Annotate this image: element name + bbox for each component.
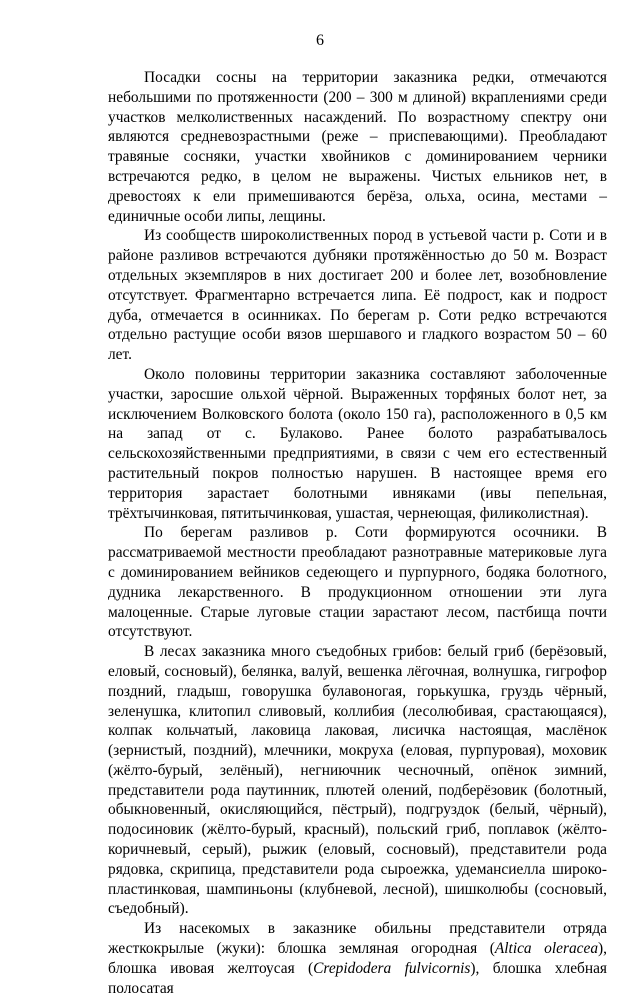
paragraph-insects (108, 919, 607, 998)
latin-name-crepidodera: Crepidodera fulvicornis (313, 959, 471, 977)
paragraph-pine-plantings: Посадки сосны на территории заказника редки, отмечаются небольшими по протяженности (200 – 300 м длиной) вкраплениями среди участков мелколиственных насаждений. По возрастному спектру они являются средневозрастными (реже – приспевающими). Преобладают травяные сосняки, участки хвойников с доминированием черники встречаются редко, в целом не выражены. Чистых ельников нет, в древостоях к ели примешиваются берёза, ольха, осина, местами – единичные особи липы, лещины. (108, 69, 607, 225)
page-number: 6 (316, 32, 324, 49)
paragraph-meadows: По берегам разливов р. Соти формируются осочники. В рассматриваемой местности преобладают разнотравные материковые луга с доминированием вейников седеющего и пурпурного, бодяка болотного, дудника лекарственного. В продукционном отношении эти луга малоценные. Старые луговые стации зарастают лесом, пастбища почти отсутствуют. (108, 524, 607, 641)
paragraph-mushrooms: В лесах заказника много съедобных грибов: белый гриб (берёзовый, еловый, сосновый), белянка, валуй, вешенка лёгочная, волнушка, гигрофор поздний, гладыш, говорушка булавоногая, горькушка, груздь чёрный, зеленушка, клитопил сливовый, коллибия (лесолюбивая, срастающаяся), колпак кольчатый, лаковица лаковая, лисичка настоящая, маслёнок (зернистый, поздний), млечники, мокруха (еловая, пурпуровая), моховик (жёлто-бурый, зелёный), негниючник чесночный, опёнок зимний, представители рода паутинник, плютей олений, подберёзовик (болотный, обыкновенный, окисляющийся, пёстрый), подгруздок (белый, чёрный), подосиновик (жёлто-бурый, красный), польский гриб, поплавок (жёлто-коричневый, серый), рыжик (еловый, сосновый), представители рода рядовка, скрипица, представители рода сыроежка, удемансиелла широко-пластинковая, шампиньоны (клубневой, лесной), шишколюбы (сосновый, съедобный). (108, 643, 607, 918)
insects-text-part-2: ), блошка ивовая желтоусая ( (108, 940, 607, 977)
insects-text-part-3: ), блошка хлебная полосатая (108, 959, 607, 997)
insects-text-part-1: Из насекомых в заказнике обильны представители отряда жесткокрылые (жуки): блошка земляная огородная ( (108, 920, 607, 958)
latin-name-altica: Altica oleracea (494, 940, 599, 958)
paragraph-broadleaf-communities: Из сообществ широколиственных пород в устьевой части р. Соти и в районе разливов встречаются дубняки протяжённостью до 50 м. Возраст отдельных экземпляров в них достигает 200 и более лет, возобновление отсутствует. Фрагментарно встречается липа. Её подрост, как и подрост дуба, отмечается в осинниках. По берегам р. Соти редко встречаются отдельно растущие особи вязов шершавого и гладкого возрастом 50 – 60 лет. (108, 227, 607, 364)
body-text (108, 68, 607, 998)
paragraph-wetlands: Около половины территории заказника составляют заболоченные участки, заросшие ольхой чёрной. Выраженных торфяных болот нет, за исключением Волковского болота (около 150 га), расположенного в 0,5 км на запад от с. Булаково. Ранее болото разрабатывалось сельскохозяйственными предприятиями, в связи с чем его естественный растительный покров полностью нарушен. В настоящее время его территория зарастает болотными ивняками (ивы пепельная, трёхтычинковая, пятитычинковая, ушастая, чернеющая, филиколистная). (108, 365, 607, 522)
